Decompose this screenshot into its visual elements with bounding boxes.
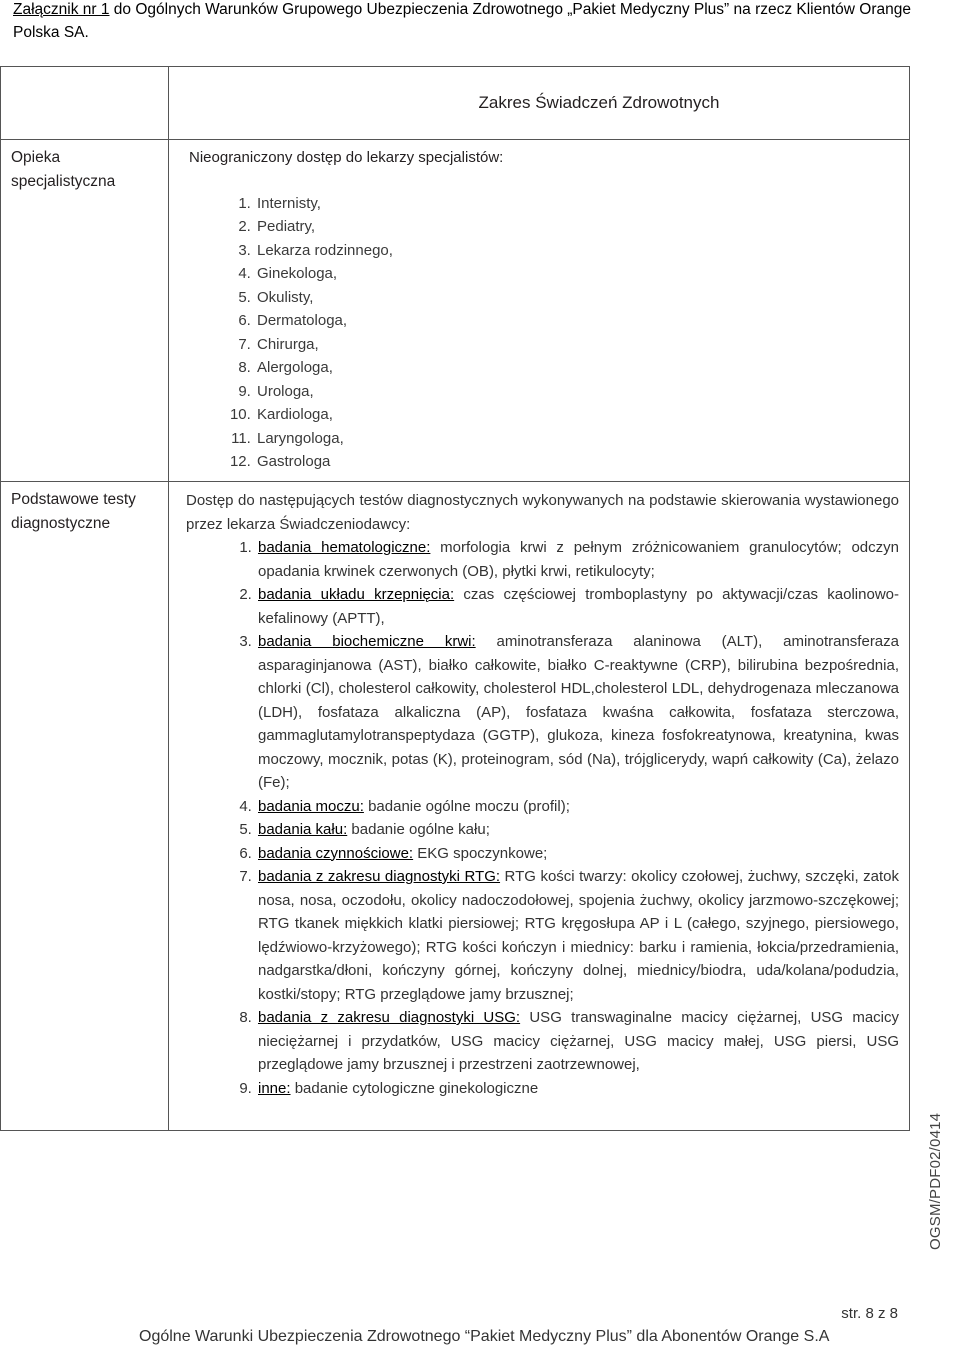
list-item: 4. Ginekologa, (255, 262, 895, 286)
test-text: EKG spoczynkowe; (413, 844, 548, 862)
document-code: OGSM/PDF02/0414 (927, 1112, 944, 1250)
row-label: Podstawowe testy diagnostyczne (1, 482, 169, 1131)
test-text: USG transwaginalne macicy ciężarnej, USG macicy nieciężarnej i przydatków, USG macicy ciężarnej, USG macicy małej, USG piersi, USG przeglądowe jamy brzusznej i przestrzeni zaotrzewnowej, (258, 1009, 900, 1073)
test-term: badania kału: (258, 821, 348, 838)
list-item: 2. Pediatry, (255, 215, 895, 239)
list-item (256, 1006, 899, 1077)
row-label: Opieka specjalistyczna (1, 140, 169, 482)
list-item: 10. Kardiologa, (255, 403, 895, 427)
list-item: 12. Gastrologa (255, 450, 895, 474)
page-footer: Ogólne Warunki Ubezpieczenia Zdrowotnego “Pakiet Medyczny Plus” dla Abonentów Orange S.A (139, 1328, 830, 1345)
specialists-cell (169, 140, 910, 482)
list-item (256, 630, 899, 795)
test-text: aminotransferaza alaninowa (ALT), aminotransferaza asparaginjanowa (AST), białko całkowite, białko C-reaktywne (CRP), bilirubina bezpośrednia, chlorki (Cl), cholesterol całkowity, cholesterol HDL,cholesterol LDL, dehydrogenaza mleczanowa (LDH), fosfataza alkaliczna (AP), fosfataza kwaśna całkowita, fosfataza sterczowa, gammaglutamylotranspeptydaza (GGTP), glukoza, kineza fosfokreatynowa, kreatynina, kwas moczowy, mocznik, potas (K), proteinogram, sód (Na), trójglicerydy, wapń całkowity (Ca), żelazo (Fe); (258, 633, 899, 791)
list-item: 11. Laryngologa, (255, 427, 895, 451)
list-item (256, 865, 899, 1006)
annex-number: Załącznik nr 1 (13, 1, 110, 18)
list-item: 8. Alergologa, (255, 356, 895, 380)
page-number: str. 8 z 8 (841, 1305, 898, 1322)
test-term: badania czynnościowe: (258, 844, 414, 862)
tests-cell (169, 482, 910, 1131)
test-text: czas częściowej tromboplastyny po aktywacji/czas kaolinowo-kefalinowy (APTT), (258, 586, 899, 627)
list-item: 6. Dermatologa, (255, 309, 895, 333)
list-item (256, 795, 899, 819)
list-item: 1. Internisty, (255, 192, 895, 216)
list-item: 7. Chirurga, (255, 333, 895, 357)
test-term: badania hematologiczne: (258, 539, 431, 556)
benefits-table (0, 66, 910, 1131)
list-item (256, 842, 899, 866)
specialists-list (189, 192, 895, 474)
empty-corner-cell (1, 67, 169, 140)
table-title: Zakres Świadczeń Zdrowotnych (478, 92, 720, 112)
tests-list (186, 536, 899, 1100)
list-item (256, 583, 899, 630)
test-term: badania z zakresu diagnostyki USG: (258, 1009, 521, 1026)
list-item: 3. Lekarza rodzinnego, (255, 239, 895, 263)
list-item: 9. Urologa, (255, 380, 895, 404)
list-item (256, 1077, 899, 1101)
table-row (1, 140, 910, 482)
test-term: badania układu krzepnięcia: (258, 586, 455, 603)
table-row (1, 482, 910, 1131)
specialists-heading: Nieograniczony dostęp do lekarzy specjalistów: (189, 149, 504, 166)
test-text: badanie cytologiczne ginekologiczne (290, 1079, 539, 1097)
test-term: badania moczu: (258, 797, 364, 815)
table-title-cell (169, 67, 910, 140)
table-title-row (1, 67, 910, 140)
test-text: badanie ogólne moczu (profil); (363, 797, 570, 815)
list-item (256, 536, 899, 583)
document-header (13, 0, 948, 44)
list-item (256, 818, 899, 842)
header-text: do Ogólnych Warunków Grupowego Ubezpieczenia Zdrowotnego „Pakiet Medyczny Plus” na rzecz Klientów Orange Polska SA. (13, 1, 911, 41)
test-text: morfologia krwi z pełnym zróżnicowaniem granulocytów; odczyn opadania krwinek czerwonych (OB), płytki krwi, retikulocyty; (258, 539, 899, 580)
tests-intro: Dostęp do następujących testów diagnostycznych wykonywanych na podstawie skierowania wystawionego przez lekarza Świadczeniodawcy: (186, 492, 899, 533)
test-text: badanie ogólne kału; (347, 821, 490, 838)
list-item: 5. Okulisty, (255, 286, 895, 310)
test-term: inne: (258, 1079, 291, 1097)
test-term: badania biochemiczne krwi: (258, 633, 476, 650)
test-text: RTG kości twarzy: okolicy czołowej, żuchwy, szczęki, zatok nosa, nosa, oczodołu, okolicy nadoczodołowej, spojenia żuchwy, okolicy jarzmowo-szczękowej; RTG tkanek miękkich klatki piersiowej; RTG kręgosłupa AP i L (całego, szyjnego, piersiowego, lędźwiowo-krzyżowego); RTG kości kończyn i miednicy: barku i ramienia, łokcia/przedramienia, nadgarstka/dłoni, kończyny górnej, kończyny dolnej, miednicy/biodra, uda/kolana/podudzia, kostki/stopy; RTG przeglądowe jamy brzusznej; (258, 868, 899, 1003)
test-term: badania z zakresu diagnostyki RTG: (258, 868, 501, 885)
